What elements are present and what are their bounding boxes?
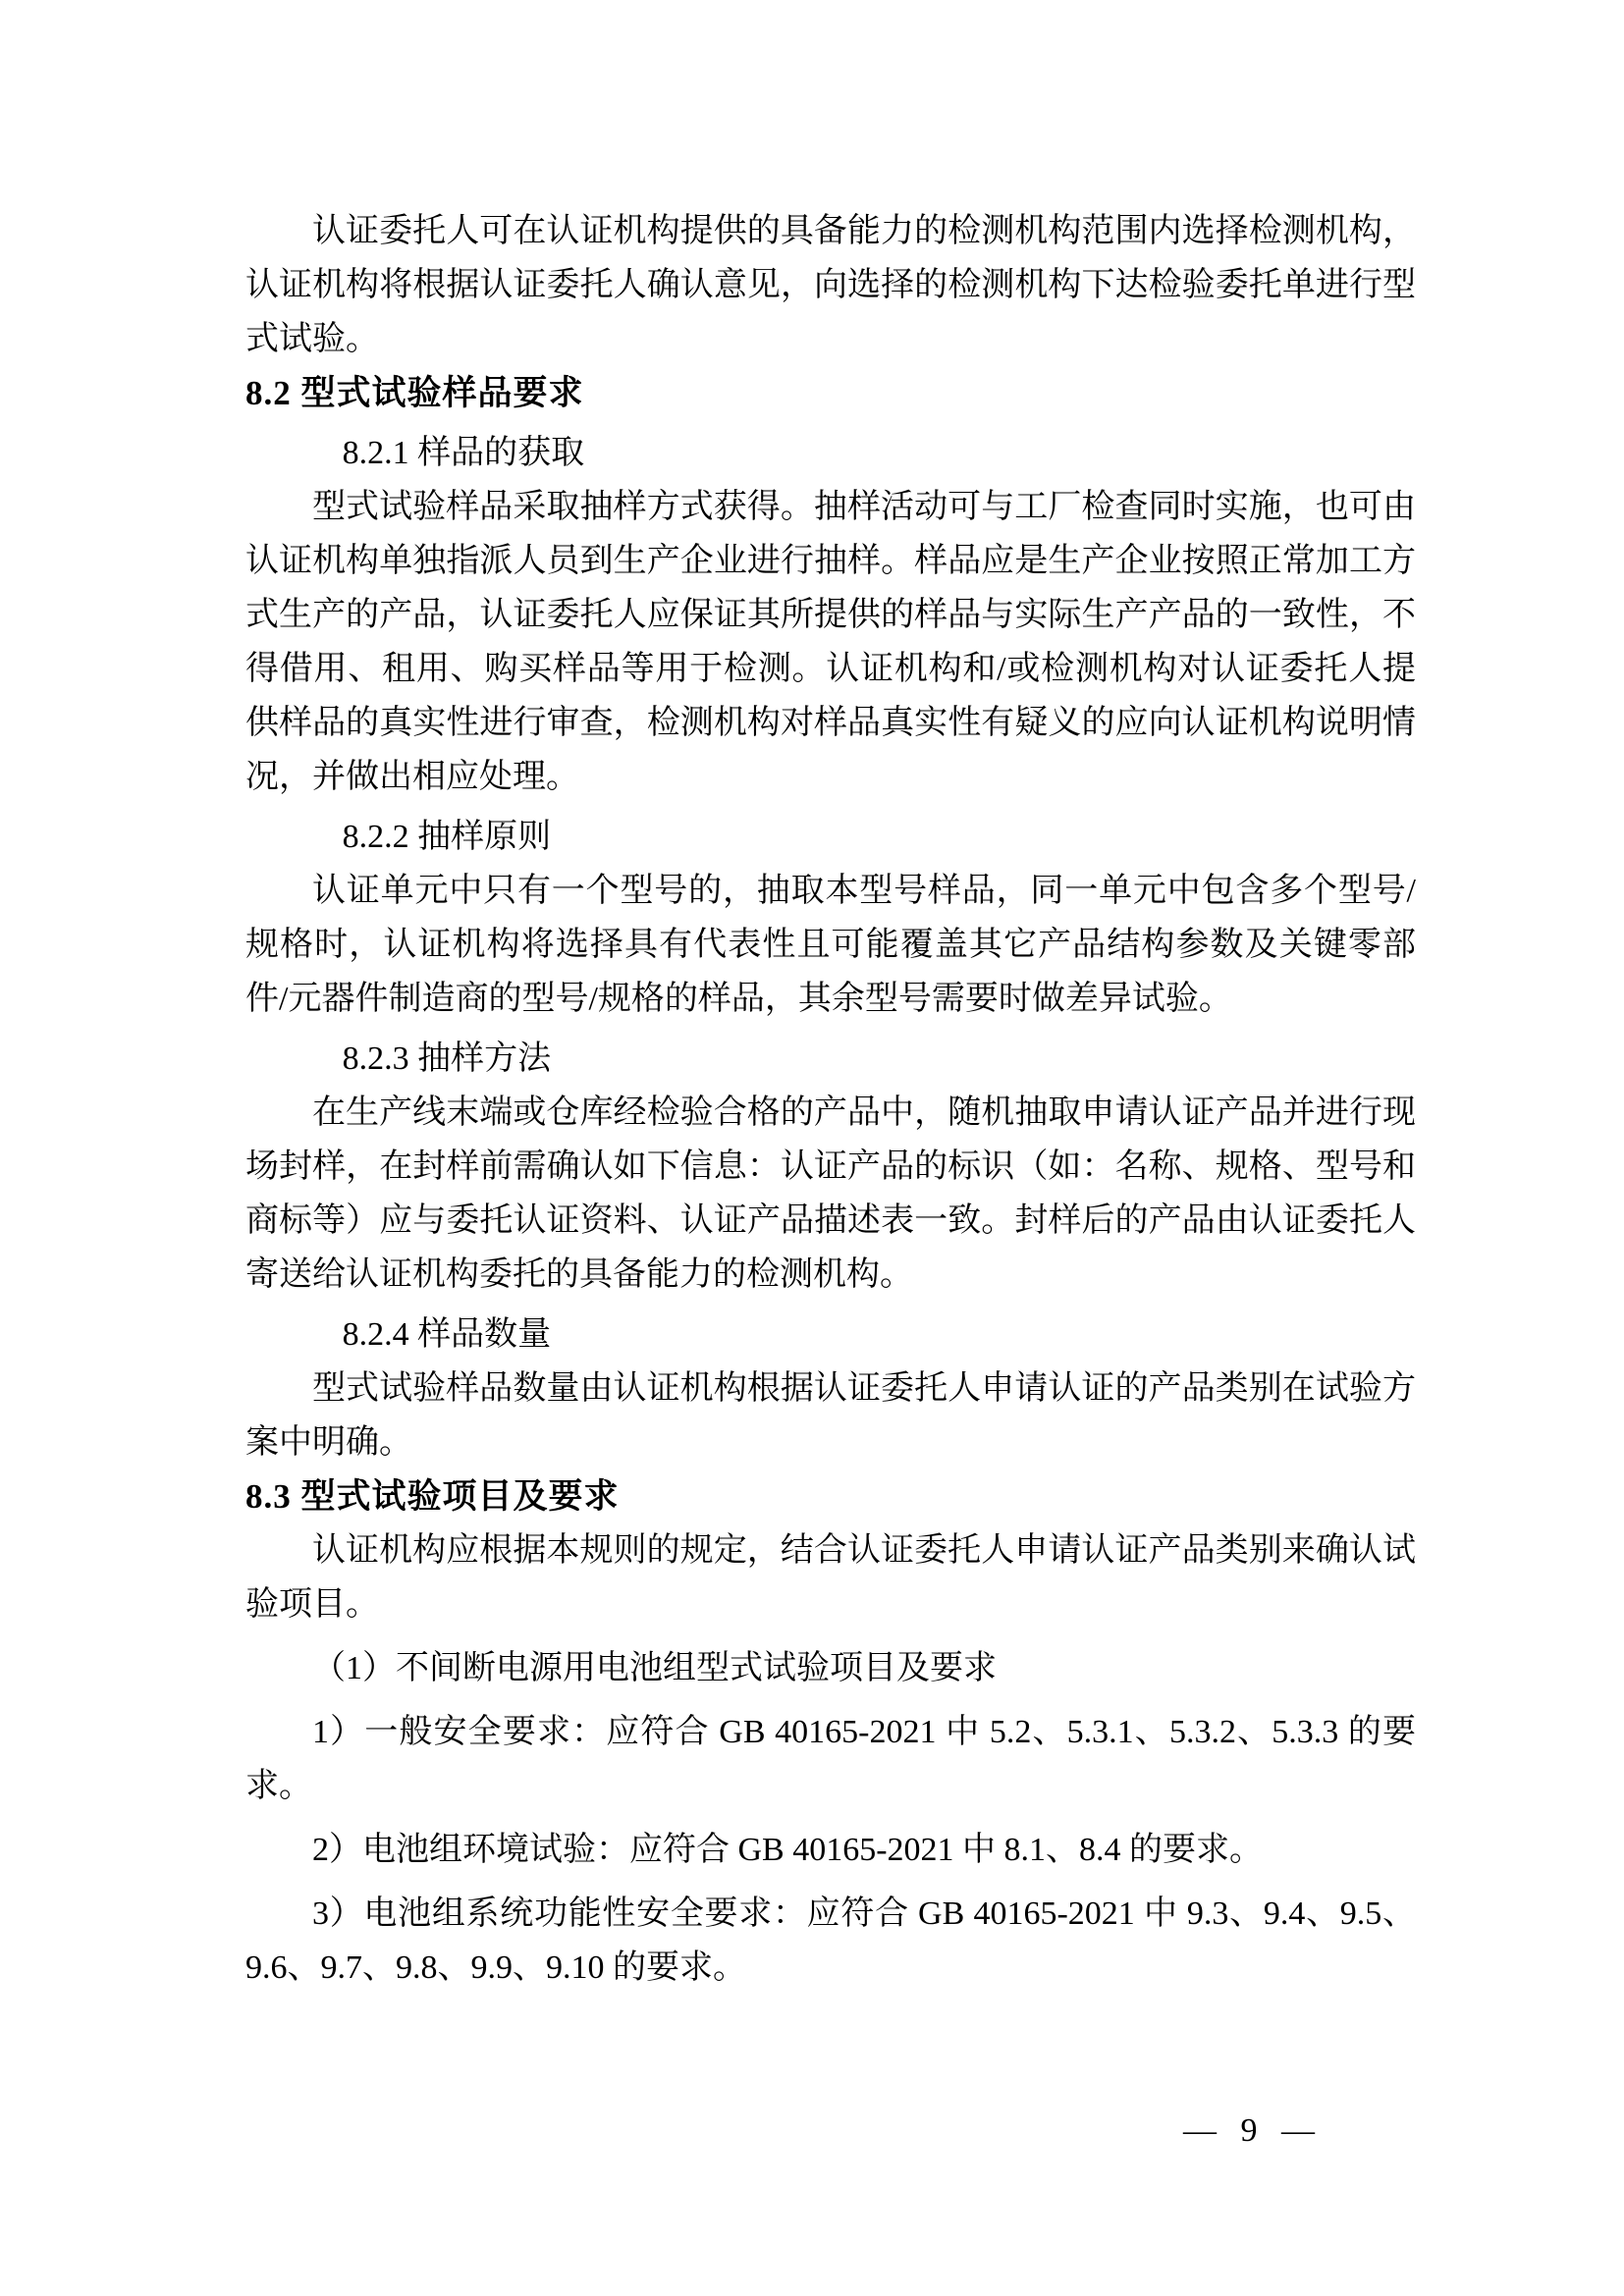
page-number: — 9 — [1183,2112,1315,2149]
intro-paragraph: 认证委托人可在认证机构提供的具备能力的检测机构范围内选择检测机构，认证机构将根据认证委托人确认意见，向选择的检测机构下达检验委托单进行型式试验。 [245,213,1416,357]
paragraph-8-2-4: 型式试验样品数量由认证机构根据认证委托人申请认证的产品类别在试验方案中明确。 [245,1370,1416,1461]
document-body [245,204,1416,1995]
section-heading-8-2: 8.2 型式试验样品要求 [245,374,584,412]
test-requirement-item-1: 1）一般安全要求：应符合 GB 40165-2021 中 5.2、5.3.1、5.3.2、5.3.3 的要求。 [245,1714,1416,1804]
sub-heading-8-2-2: 8.2.2 抽样原则 [342,819,552,855]
item-group-title: （1）不间断电源用电池组型式试验项目及要求 [312,1650,997,1686]
sub-heading-8-2-3: 8.2.3 抽样方法 [342,1041,552,1077]
section-heading-8-3: 8.3 型式试验项目及要求 [245,1477,620,1516]
sub-heading-8-2-1: 8.2.1 样品的获取 [342,435,585,471]
sub-heading-8-2-4: 8.2.4 样品数量 [342,1316,552,1353]
paragraph-8-2-2: 认证单元中只有一个型号的，抽取本型号样品，同一单元中包含多个型号/规格时，认证机构将选择具有代表性且可能覆盖其它产品结构参数及关键零部件/元器件制造商的型号/规格的样品，其余型号需要时做差异试验。 [245,873,1416,1017]
paragraph-8-2-3: 在生产线末端或仓库经检验合格的产品中，随机抽取申请认证产品并进行现场封样，在封样前需确认如下信息：认证产品的标识（如：名称、规格、型号和商标等）应与委托认证资料、认证产品描述表一致。封样后的产品由认证委托人寄送给认证机构委托的具备能力的检测机构。 [245,1095,1416,1293]
test-requirement-item-2: 2）电池组环境试验：应符合 GB 40165-2021 中 8.1、8.4 的要求。 [312,1832,1264,1868]
paragraph-8-2-1: 型式试验样品采取抽样方式获得。抽样活动可与工厂检查同时实施，也可由认证机构单独指派人员到生产企业进行抽样。样品应是生产企业按照正常加工方式生产的产品，认证委托人应保证其所提供的样品与实际生产产品的一致性，不得借用、租用、购买样品等用于检测。认证机构和/或检测机构对认证委托人提供样品的真实性进行审查，检测机构对样品真实性有疑义的应向认证机构说明情况，并做出相应处理。 [245,489,1416,795]
paragraph-8-3: 认证机构应根据本规则的规定，结合认证委托人申请认证产品类别来确认试验项目。 [245,1532,1416,1623]
test-requirement-item-3: 3）电池组系统功能性安全要求：应符合 GB 40165-2021 中 9.3、9.4、9.5、9.6、9.7、9.8、9.9、9.10 的要求。 [245,1896,1416,1986]
